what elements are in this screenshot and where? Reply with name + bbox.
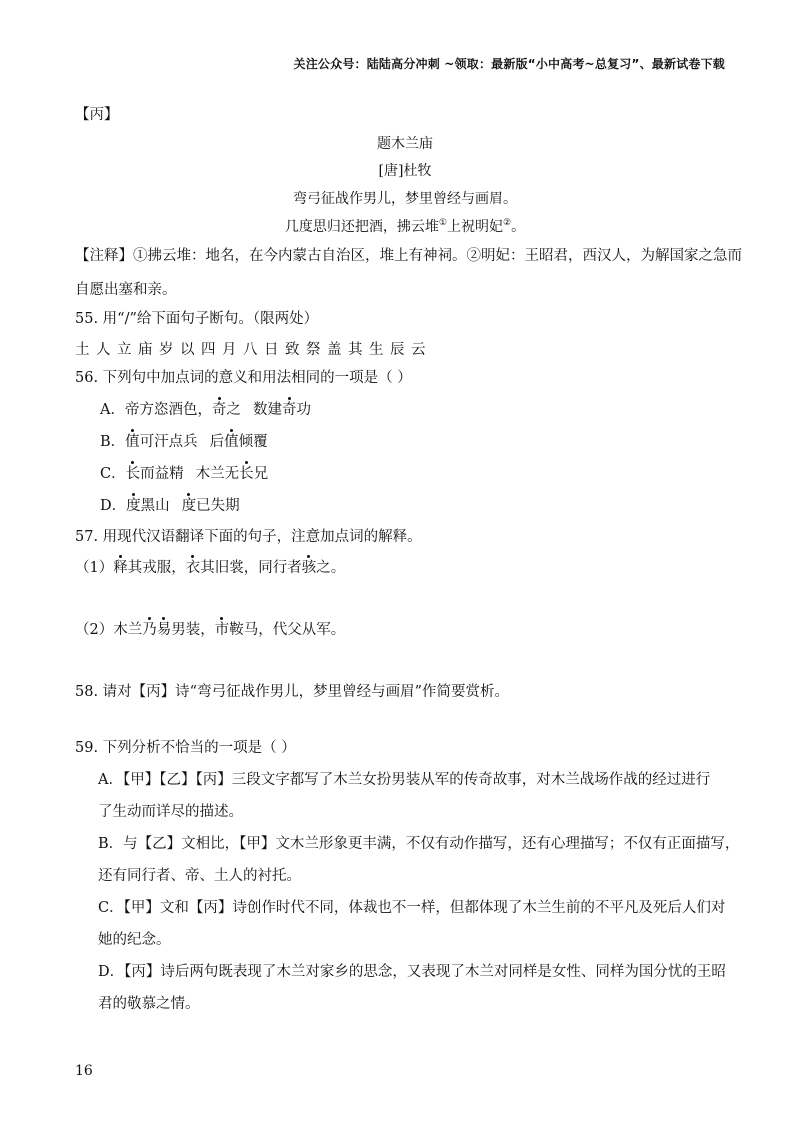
dotted-char: 市 <box>214 622 230 638</box>
footnote-mark-2: ② <box>503 218 512 228</box>
note-line-2: 自愿出塞和亲。 <box>75 282 177 298</box>
q59-option-c-line-2: 她的纪念。 <box>98 932 171 948</box>
q56-option-b <box>100 432 730 452</box>
poem-line-2-part-a: 几度思归还把酒，拂云堆 <box>284 219 439 235</box>
poem-line-2 <box>75 217 735 237</box>
option-text: 倾覆 <box>238 434 268 450</box>
dotted-char: 长 <box>125 466 141 482</box>
q56-option-d <box>100 496 730 516</box>
q59-option-b-line-2: 还有同行者、帝、土人的衬托。 <box>98 868 301 884</box>
option-text: 数建 <box>252 402 282 418</box>
dotted-char: 长 <box>239 466 254 482</box>
option-label: D． <box>100 498 127 514</box>
dotted-char: 衣 <box>185 560 201 576</box>
q57-sentence-2 <box>75 620 735 640</box>
q57-sentence-1 <box>75 558 735 578</box>
q56-option-a <box>100 400 730 420</box>
page-header: 关注公众号：陆陆高分冲刺 ~领取：最新版“小中高考~总复习”、最新试卷下载 <box>293 57 725 71</box>
q59-option-a-line-2: 了生动而详尽的描述。 <box>98 804 243 820</box>
q56-prompt: 56. 下列句中加点词的意义和用法相同的一项是（ ） <box>75 370 412 386</box>
option-text: 黑山 <box>140 498 170 514</box>
note-line-1: 【注释】①拂云堆：地名，在今内蒙古自治区，堆上有神祠。②明妃：王昭君，西汉人，为解国家之急而 <box>75 248 742 264</box>
option-text: 帝方恣酒色， <box>124 402 212 418</box>
q59-option-c-line-1: C．【甲】文和【丙】诗创作时代不同，体裁也不一样，但都体现了木兰生前的不平凡及死后人们对 <box>98 900 726 916</box>
option-label: C． <box>100 466 126 482</box>
sentence-label: （2）木兰 <box>75 622 143 638</box>
q56-option-c <box>100 464 730 484</box>
option-text: 后 <box>209 434 225 450</box>
poem-author: [唐]杜牧 <box>378 163 432 179</box>
q59-option-d-line-1: D．【丙】诗后两句既表现了木兰对家乡的思念，又表现了木兰对同样是女性、同样为国分忧的王昭 <box>98 964 726 980</box>
poem-line-2-end: 。 <box>511 219 526 235</box>
page-number: 16 <box>75 1063 93 1079</box>
option-text: 兄 <box>253 466 269 482</box>
sentence-label: （1） <box>75 560 114 576</box>
option-text: 而益精 <box>140 466 184 482</box>
dotted-char: 奇 <box>281 402 297 418</box>
q55-sentence: 土人立庙岁以四月八日致祭盖其生辰云 <box>75 342 432 358</box>
q55-prompt: 55. 用“/”给下面句子断句。（限两处） <box>75 311 319 327</box>
option-label: B． <box>100 434 126 450</box>
dotted-char: 值 <box>224 434 239 450</box>
dotted-char: 骇 <box>301 560 317 576</box>
poem-line-1: 弯弓征战作男儿，梦里曾经与画眉。 <box>293 191 517 207</box>
poem-title: 题木兰庙 <box>377 136 433 152</box>
option-text: 可汗点兵 <box>139 434 198 450</box>
q58-prompt: 58. 请对【丙】诗“弯弓征战作男儿，梦里曾经与画眉”作简要赏析。 <box>75 684 509 700</box>
sentence-text: 其戎服， <box>127 560 186 576</box>
q59-option-d-line-2: 君的敬慕之情。 <box>98 996 200 1012</box>
q59-option-a-line-1: A．【甲】【乙】【丙】三段文字都写了木兰女扮男装从军的传奇故事，对木兰战场作战的经过进行 <box>98 772 711 788</box>
option-text: 木兰无 <box>195 466 240 482</box>
q59-option-b-line-1: B．与【乙】文相比，【甲】文木兰形象更丰满，不仅有动作描写，还有心理描写；不仅有正面描写， <box>98 836 740 852</box>
option-label: A． <box>100 402 125 418</box>
sentence-text: 其旧裳，同行者 <box>200 560 302 576</box>
sentence-text: 男装， <box>171 622 215 638</box>
sentence-text: 鞍马，代父从军。 <box>229 622 346 638</box>
option-text: 功 <box>296 402 311 418</box>
dotted-char: 奇 <box>211 402 227 418</box>
dotted-char: 乃 <box>142 622 157 638</box>
option-text: 已失期 <box>196 498 240 514</box>
dotted-char: 度 <box>126 498 141 514</box>
poem-line-2-part-b: 上祝明妃 <box>447 219 503 235</box>
footnote-mark-1: ① <box>438 218 447 228</box>
dotted-char: 释 <box>113 560 128 576</box>
sentence-text: 之。 <box>316 560 346 576</box>
dotted-char: 易 <box>156 622 172 638</box>
option-text: 之 <box>226 402 241 418</box>
section-label: 【丙】 <box>75 107 119 123</box>
q57-prompt: 57. 用现代汉语翻译下面的句子，注意加点词的解释。 <box>75 529 422 545</box>
dotted-char: 值 <box>125 434 140 450</box>
dotted-char: 度 <box>181 498 197 514</box>
q59-prompt: 59. 下列分析不恰当的一项是（ ） <box>75 740 296 756</box>
